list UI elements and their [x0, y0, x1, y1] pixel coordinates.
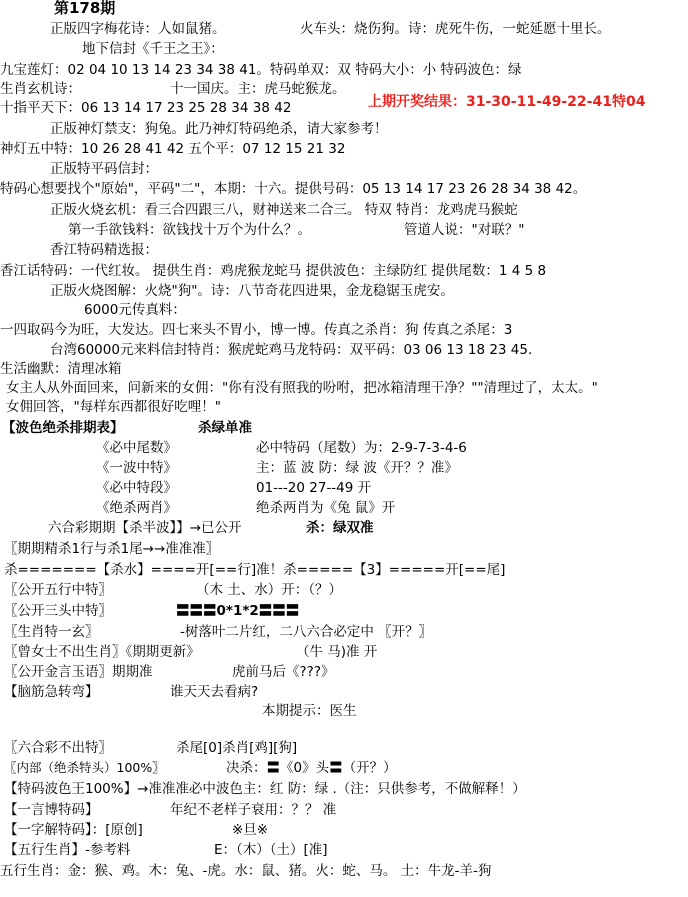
- five-zodiac-value: E：（木）（土）[准]: [214, 842, 328, 858]
- first-hand-line: 第一手欲钱料：欲钱找十万个为什么？。: [68, 222, 311, 238]
- taiwan-line: 台湾60000元来料信封特肖：猴虎蛇鸡马龙特码：双平码：03 06 13 18 23 45.: [50, 342, 533, 358]
- one-char-label: 【一字解特码】：[原创]: [4, 822, 143, 838]
- origin-code-line: 特码心想要找个"原始"，平码"二"，本期：十六。提供号码：05 13 14 17 23 26 28 34 38 42。: [0, 181, 587, 197]
- riddle-label: 【脑筋急转弯】: [4, 684, 99, 700]
- golden-words-label: 〖公开金言玉语〗期期准: [4, 664, 153, 680]
- tail-value: 必中特码（尾数）为：2-9-7-3-4-6: [256, 440, 467, 456]
- color-king-line: 【特码波色王100%】→准准准必中波色主：红 防：绿 .（注：只供参考，不做解释！）: [4, 781, 526, 797]
- one-word-value: 年纪不老样子衰用：？？ 准: [170, 802, 337, 818]
- kill-green-title: 杀绿单准: [198, 420, 252, 436]
- segment-label: 《必中特段》: [96, 480, 177, 496]
- zodiac-mystery-label: 〖生肖特一玄〗: [4, 624, 99, 640]
- train-head-line: 火车头：烧伤狗。诗：虎死牛伤，一蛇延愿十里长。: [300, 21, 611, 37]
- one-word-label: 【一言博特码】: [4, 802, 99, 818]
- five-elements-value: （木 土、水）开：（？）: [196, 582, 343, 598]
- inner-kill-label: 〖内部（绝杀特头）100%〗: [4, 760, 165, 775]
- lamp-five-line: 神灯五中特：10 26 28 41 42 五个平：07 12 15 21 32: [0, 141, 346, 157]
- humor-title: 生活幽默：清理冰箱: [0, 361, 122, 377]
- hk-report-title: 香江特码精选报：: [50, 242, 158, 258]
- zodiac-poem-label: 生肖玄机诗：: [0, 81, 81, 97]
- five-zodiac-label: 【五行生肖】-参考料: [4, 842, 131, 858]
- issue-number: 第178期: [54, 0, 116, 17]
- inner-kill-value: 决杀：〓《0》头〓（开？）: [226, 760, 397, 776]
- ms-zeng-label: 〖曾女士不出生肖〗《期期更新》: [4, 644, 200, 660]
- half-wave-line: 六合彩期期【杀半波】】→已公开: [48, 520, 242, 536]
- humor-line-2: 女佣回答，"每样东西都很好吃哩！": [6, 399, 221, 415]
- color-schedule-title: 【波色绝杀排期表】: [2, 420, 124, 436]
- three-heads-value: 〓〓〓0*1*2〓〓〓: [176, 603, 300, 619]
- humor-line-1: 女主人从外面回来，问新来的女佣："你有没有照我的吩咐，把冰箱清理干净？""清理过了，太太。": [6, 380, 598, 396]
- no-special-value: 杀尾[0]杀肖[鸡][狗]: [176, 740, 298, 756]
- kill-water-line: 杀=======【杀水】====开[==行]准！杀=====【3】=====开[==尾]: [4, 562, 506, 578]
- plum-poem-line: 正版四字梅花诗：人如鼠猪。: [50, 21, 226, 37]
- fire-diagram-line: 正版火烧图解：火烧"狗"。诗：八节奇花四进果，金龙稳锯玉虎安。: [50, 283, 454, 299]
- envelope-title: 地下信封《千王之王》：: [82, 41, 224, 57]
- lamp-ban-line: 正版神灯禁支：狗兔。此乃神灯特码绝杀，请大家参考！: [50, 121, 388, 137]
- flat-code-title: 正版特平码信封：: [50, 161, 158, 177]
- zodiac-mystery-value: -树落叶二片红，二八六合必定中 〖开？〗: [180, 624, 433, 640]
- golden-words-value: 虎前马后《???》: [232, 664, 335, 680]
- five-elements-label: 〖公开五行中特〗: [4, 582, 112, 598]
- kill-two-value: 绝杀两肖为《兔 鼠》开: [256, 500, 396, 516]
- zodiac-poem-text: 十一国庆。主：虎马蛇猴龙。: [170, 81, 346, 97]
- no-special-label: 〖六合彩不出特〗: [4, 740, 112, 756]
- tail-label: 《必中尾数》: [96, 440, 177, 456]
- kill-green-pair: 杀：绿双准: [306, 520, 374, 536]
- fire-mystery-line: 正版火烧玄机：看三合四跟三八，财神送来二合三。 特双 特肖：龙鸡虎马猴蛇: [50, 202, 518, 218]
- one-char-value: ※旦※: [232, 822, 269, 838]
- ms-zeng-value: （牛 马)准 开: [296, 644, 378, 660]
- three-heads-label: 〖公开三头中特〗: [4, 603, 112, 619]
- riddle-question: 谁天天去看病?: [170, 684, 259, 700]
- row-tail-line: 〖期期精杀1行与杀1尾→→准准准〗: [4, 541, 220, 557]
- riddle-answer: 本期提示：医生: [262, 703, 357, 719]
- fax-line: 一四取码今为旺，大发达。四七来头不胃小，博一博。传真之杀肖：狗 传真之杀尾：3: [0, 322, 513, 338]
- fax-title: 6000元传真料：: [84, 302, 186, 318]
- ten-fingers-line: 十指平天下：06 13 14 17 23 25 28 34 38 42: [0, 100, 292, 116]
- last-draw-result: 上期开奖结果：31-30-11-49-22-41特04: [368, 94, 646, 110]
- hk-code-line: 香江话特码：一代红妆。 提供生肖：鸡虎猴龙蛇马 提供波色：主绿防红 提供尾数：1 4 5 8: [0, 263, 547, 279]
- wave-label: 《一波中特》: [96, 460, 177, 476]
- segment-value: 01---20 27--49 开: [256, 480, 372, 496]
- pipe-man-line: 管道人说："对联？": [404, 222, 525, 238]
- kill-two-label: 《绝杀两肖》: [96, 500, 177, 516]
- wave-value: 主：蓝 波 防：绿 波《开？？准》: [256, 460, 458, 476]
- lotus-lamp-line: 九宝莲灯：02 04 10 13 14 23 34 38 41。特码单双：双 特码大小：小 特码波色：绿: [0, 62, 522, 78]
- five-zodiac-list: 五行生肖：金：猴、鸡。木：兔、-虎。水：鼠、猪。火：蛇、马。 土：牛龙-羊-狗: [0, 863, 492, 879]
